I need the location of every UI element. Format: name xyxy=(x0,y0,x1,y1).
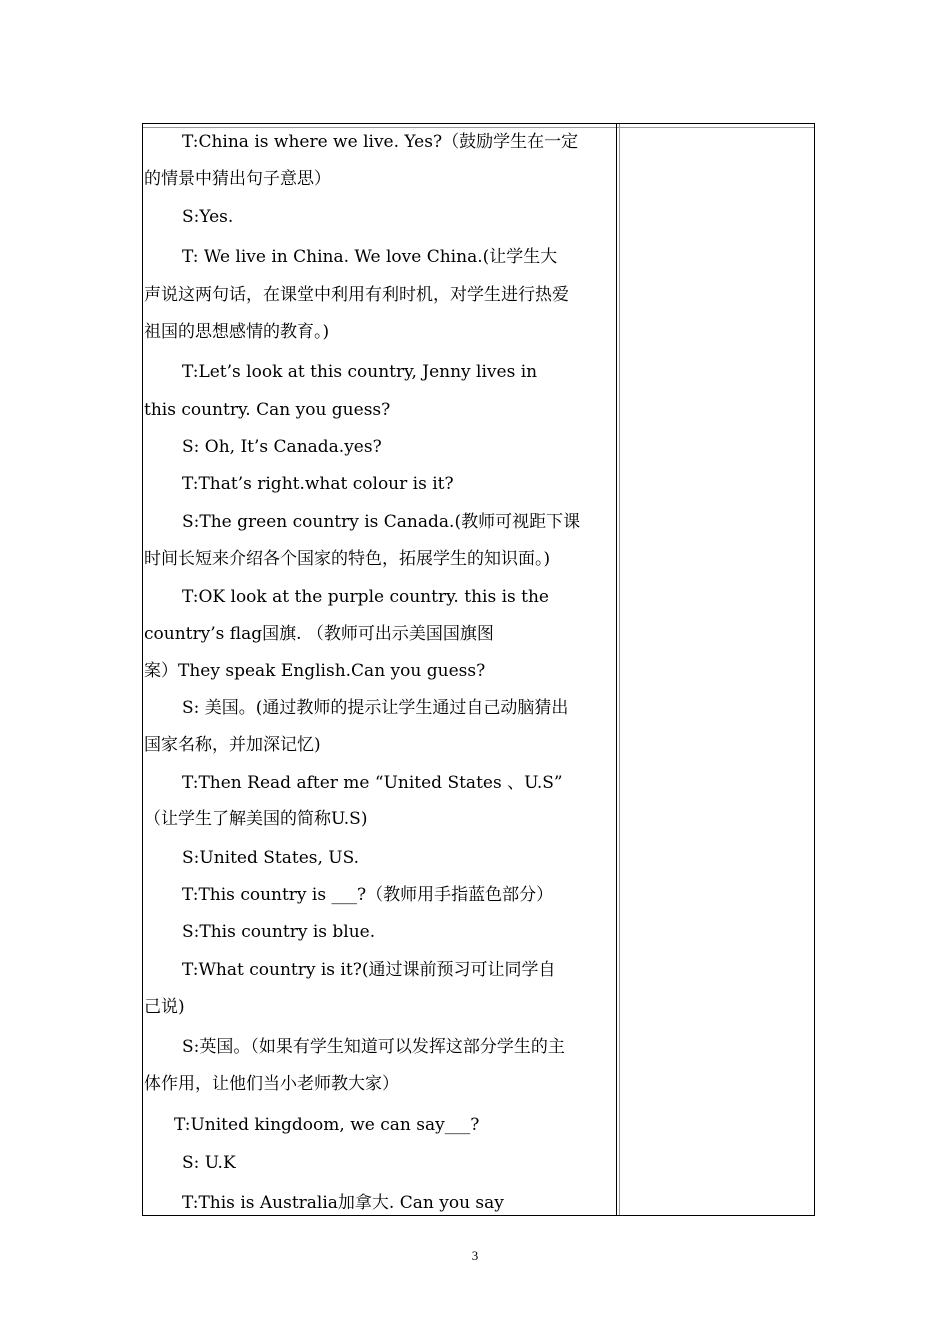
dialogue-line: country’s flag国旗. （教师可出示美国国旗图 xyxy=(144,624,494,644)
dialogue-line: S:Yes. xyxy=(182,207,234,227)
dialogue-line: T:OK look at the purple country. this is the xyxy=(182,587,549,607)
dialogue-line: T:This is Australia加拿大. Can you say xyxy=(182,1193,504,1213)
dialogue-line: S:This country is blue. xyxy=(182,922,376,942)
dialogue-line: （让学生了解美国的简称U.S) xyxy=(144,809,368,829)
dialogue-line: S: U.K xyxy=(182,1153,236,1173)
dialogue-line: S:United States, US. xyxy=(182,848,360,868)
dialogue-line: 案）They speak English.Can you guess? xyxy=(144,661,486,681)
dialogue-line: T:United kingdoom, we can say___? xyxy=(174,1115,480,1135)
dialogue-line: 的情景中猜出句子意思） xyxy=(144,169,331,189)
dialogue-line: S: Oh, It’s Canada.yes? xyxy=(182,437,382,457)
column-divider-inner xyxy=(619,124,620,1215)
dialogue-line: 国家名称，并加深记忆) xyxy=(144,735,321,755)
dialogue-line: S: 美国。(通过教师的提示让学生通过自己动脑猜出 xyxy=(182,698,569,718)
dialogue-line: T:Let’s look at this country, Jenny lives in xyxy=(182,362,538,382)
dialogue-line: T:That’s right.what colour is it? xyxy=(182,474,454,494)
dialogue-line: 声说这两句话，在课堂中利用有利时机，对学生进行热爱 xyxy=(144,285,569,305)
dialogue-line: 祖国的思想感情的教育。) xyxy=(144,322,330,342)
page-number: 3 xyxy=(471,1248,479,1263)
column-divider xyxy=(616,124,617,1215)
dialogue-line: 体作用，让他们当小老师教大家） xyxy=(144,1074,399,1094)
dialogue-line: T: We live in China. We love China.(让学生大 xyxy=(182,247,558,267)
dialogue-line: S:英国。（如果有学生知道可以发挥这部分学生的主 xyxy=(182,1037,565,1057)
dialogue-line: 己说) xyxy=(144,997,185,1017)
dialogue-line: S:The green country is Canada.(教师可视距下课 xyxy=(182,512,581,532)
dialogue-line: T:China is where we live. Yes?（鼓励学生在一定 xyxy=(182,132,579,152)
dialogue-line: T:Then Read after me “United States 、U.S” xyxy=(182,773,563,793)
lesson-content-cell xyxy=(144,128,616,1214)
dialogue-line: T:What country is it?(通过课前预习可让同学自 xyxy=(182,960,556,980)
dialogue-line: T:This country is ___?（教师用手指蓝色部分） xyxy=(182,885,554,905)
dialogue-line: this country. Can you guess? xyxy=(144,400,391,420)
dialogue-line: 时间长短来介绍各个国家的特色，拓展学生的知识面。) xyxy=(144,549,551,569)
